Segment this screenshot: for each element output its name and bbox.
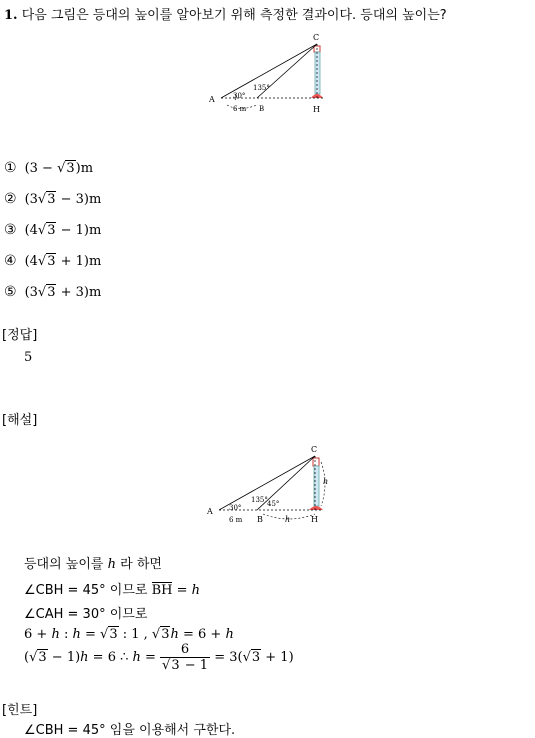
label-b: B xyxy=(257,515,263,524)
answer-value: 5 xyxy=(24,350,33,365)
label-h-side: h xyxy=(323,477,329,486)
fraction: $\frac{6}{√3 - 1}$ xyxy=(162,642,209,673)
option-5[interactable]: ⑤ (3√3 + 3)m xyxy=(4,284,102,300)
explanation-line-2: ∠CBH = 45° 이므로 BH = h xyxy=(24,583,201,598)
explanation-line-5: (√3 − 1)h = 6 ∴ h = $\frac{6}{√3 - 1}$ = 3(√3 + 1) xyxy=(24,642,294,673)
hint-text: ∠CBH = 45° 임을 이용해서 구한다. xyxy=(24,723,236,738)
explanation-label: [해설] xyxy=(2,413,38,428)
label-h: H xyxy=(313,105,320,114)
option-mark: ② xyxy=(4,191,17,207)
label-135: 135° xyxy=(251,496,268,504)
label-30: 30° xyxy=(233,92,246,100)
option-3[interactable]: ③ (4√3 − 1)m xyxy=(4,222,102,238)
explanation-line-4: 6 + h : h = √3 : 1 , √3h = 6 + h xyxy=(24,627,234,642)
option-mark: ④ xyxy=(4,253,17,269)
figure-lighthouse-1 xyxy=(205,30,335,120)
label-a: A xyxy=(209,95,215,104)
label-c: C xyxy=(311,445,318,454)
option-mark: ③ xyxy=(4,222,17,238)
label-b: B xyxy=(259,105,265,113)
option-mark: ⑤ xyxy=(4,284,17,300)
option-1[interactable]: ① (3 − √3)m xyxy=(4,160,94,176)
option-4[interactable]: ④ (4√3 + 1)m xyxy=(4,253,102,269)
question-number: 1. xyxy=(4,8,18,23)
hint-label: [힌트] xyxy=(2,703,38,718)
answer-label: [정답] xyxy=(2,328,38,343)
explanation-line-3: ∠CAH = 30° 이므로 xyxy=(24,607,148,622)
label-45: 45° xyxy=(267,500,280,508)
question-line xyxy=(4,4,447,23)
question-text: 다음 그림은 등대의 높이를 알아보기 위해 측정한 결과이다. 등대의 높이는? xyxy=(21,8,447,23)
figure-lighthouse-2 xyxy=(205,442,335,528)
option-2[interactable]: ② (3√3 − 3)m xyxy=(4,191,102,207)
label-30: 30° xyxy=(229,504,242,512)
option-mark: ① xyxy=(4,160,17,176)
label-h: H xyxy=(311,515,318,524)
label-6m: 6 m xyxy=(229,516,243,524)
label-6m: 6 m xyxy=(233,105,247,113)
explanation-line-1: 등대의 높이를 h 라 하면 xyxy=(24,557,162,572)
label-135: 135° xyxy=(253,84,270,92)
label-c: C xyxy=(313,33,320,42)
label-a: A xyxy=(207,507,213,516)
label-h-bottom: h xyxy=(285,515,291,524)
